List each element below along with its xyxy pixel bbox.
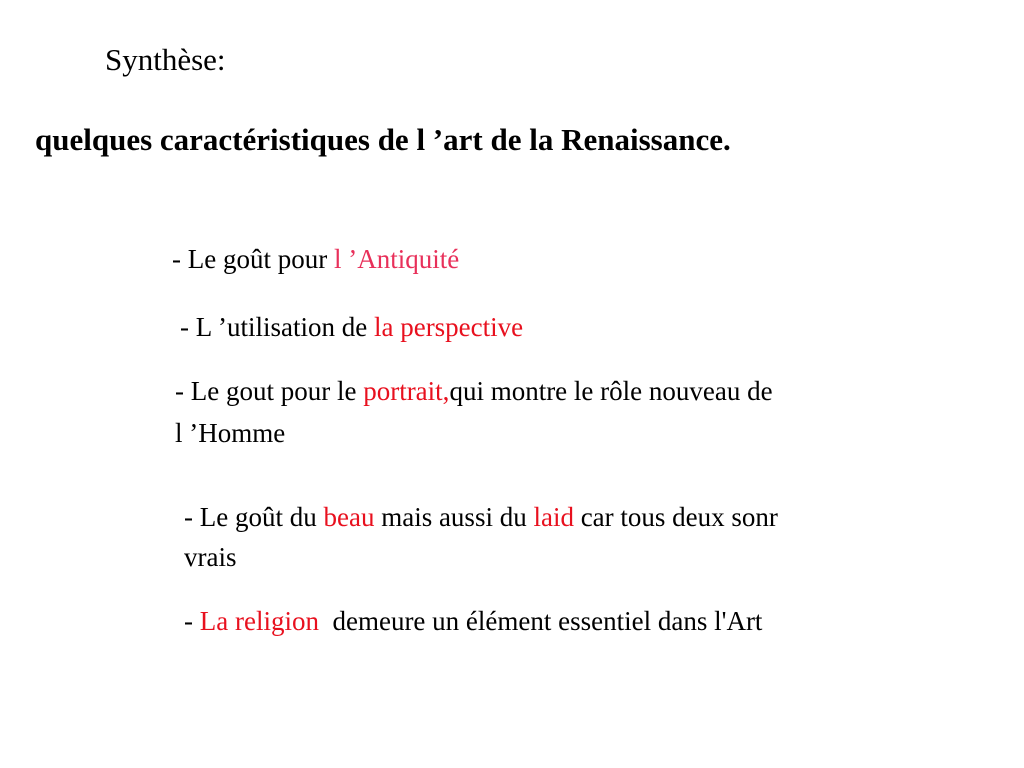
bullet-text: - L ’utilisation de xyxy=(180,312,374,342)
bullet-text-suffix: demeure un élément essentiel dans l'Art xyxy=(318,606,763,636)
bullet-highlight: portrait, xyxy=(363,376,450,406)
bullet-portrait-line2: l ’Homme xyxy=(175,418,286,448)
bullet-highlight-beau: beau xyxy=(323,502,375,532)
bullet-highlight: La religion xyxy=(199,606,319,636)
bullet-beau-laid-line2: vrais xyxy=(184,542,237,572)
bullet-highlight-laid: laid xyxy=(533,502,574,532)
bullet-portrait xyxy=(175,378,773,405)
bullet-text-suffix: car tous deux sonr xyxy=(573,502,778,532)
bullet-text: - Le gout pour le xyxy=(175,376,364,406)
slide-kicker: Synthèse: xyxy=(105,42,226,77)
bullet-text: - xyxy=(184,606,200,636)
bullet-religion xyxy=(184,608,762,635)
slide-title: quelques caractéristiques de l ’art de la Renaissance. xyxy=(35,122,731,157)
bullet-beau-laid xyxy=(184,504,778,531)
bullet-text-suffix: qui montre le rôle nouveau de xyxy=(449,376,773,406)
bullet-text: - Le goût du xyxy=(184,502,324,532)
bullet-text: - Le goût pour xyxy=(172,244,334,274)
bullet-text-middle: mais aussi du xyxy=(374,502,534,532)
bullet-highlight: la perspective xyxy=(373,312,524,342)
bullet-perspective xyxy=(180,314,523,341)
bullet-antiquity xyxy=(172,246,459,273)
bullet-highlight: l ’Antiquité xyxy=(333,244,460,274)
